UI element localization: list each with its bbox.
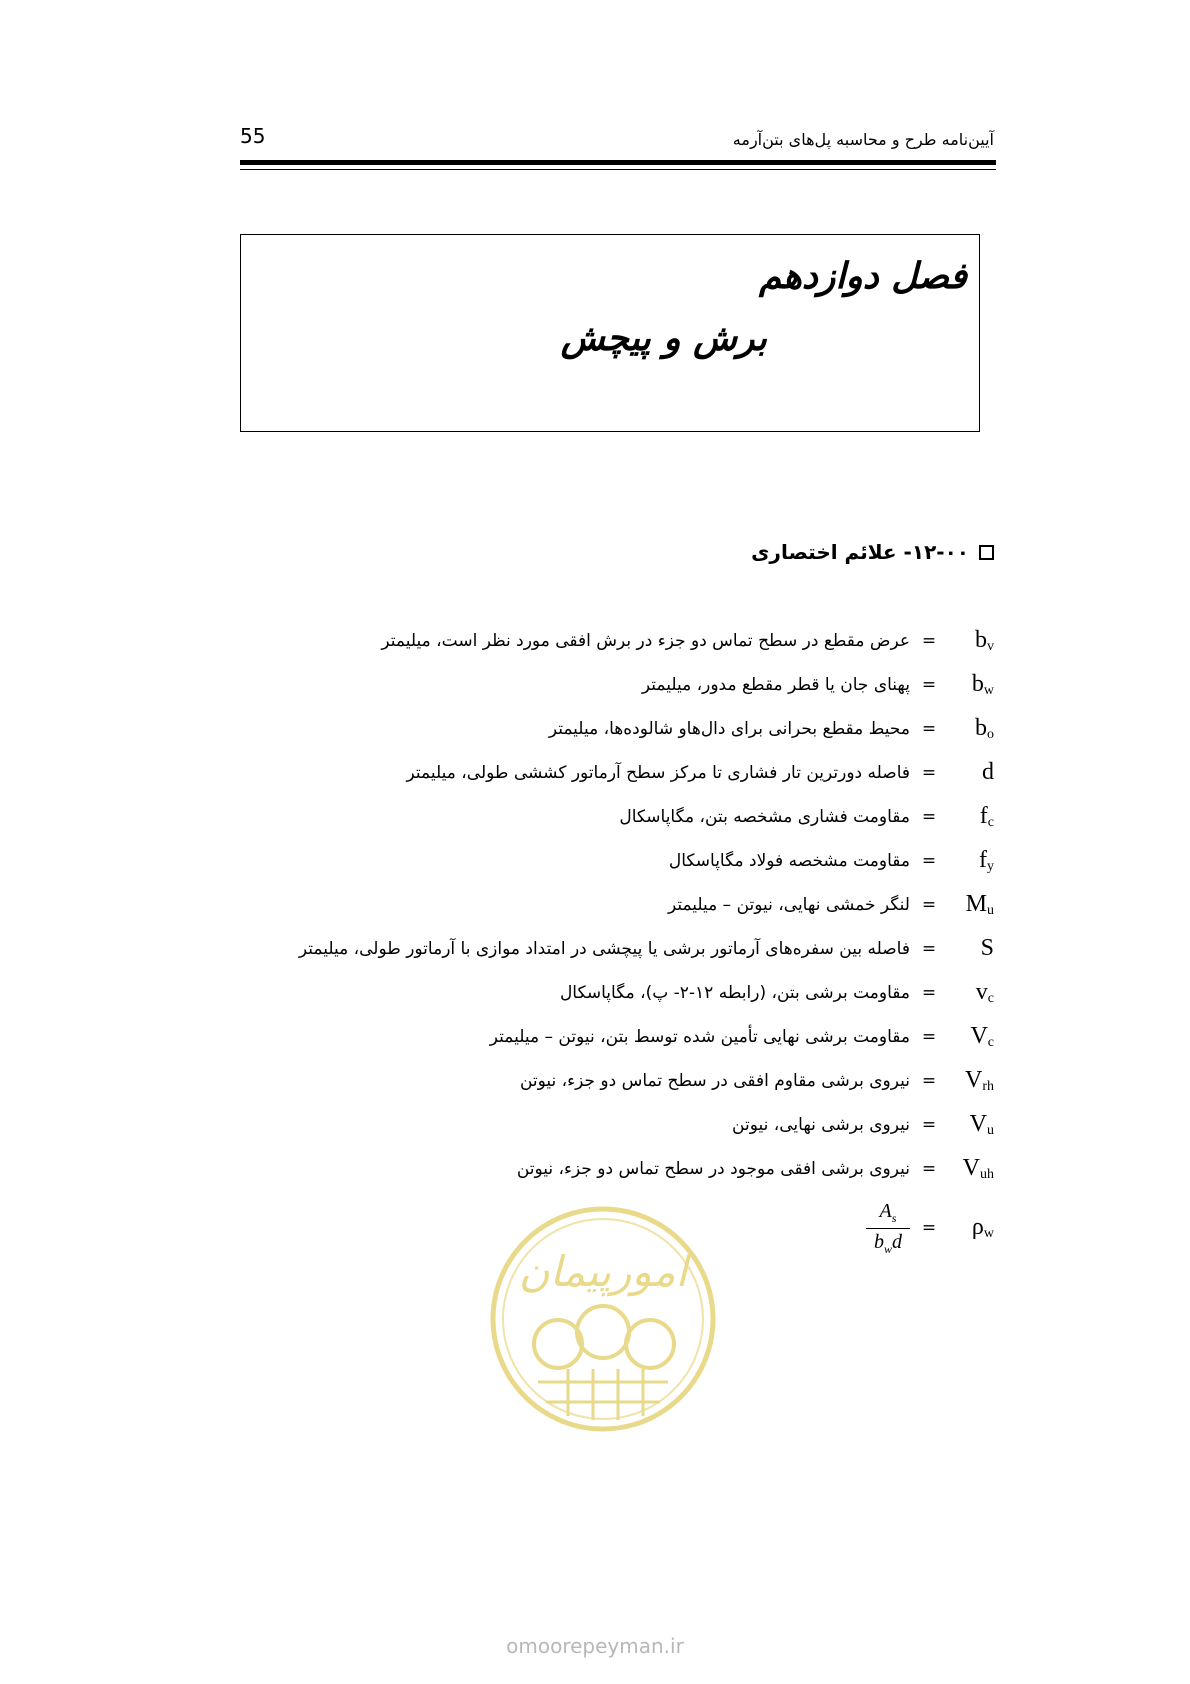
symbol: d bbox=[982, 759, 994, 785]
section-heading bbox=[751, 540, 994, 564]
page-number: 55 bbox=[240, 124, 266, 148]
symbol-row bbox=[407, 756, 994, 790]
equals-sign: = bbox=[921, 675, 937, 695]
symbol-description: محیط مقطع بحرانی برای دال‌هاو شالوده‌ها، میلیمتر bbox=[548, 719, 910, 739]
symbol-row-rho bbox=[866, 1198, 994, 1258]
fraction-bar bbox=[866, 1228, 910, 1229]
symbol-description: پهنای جان یا قطر مقطع مدور، میلیمتر bbox=[641, 675, 910, 695]
symbol-description: مقاومت برشی بتن، (رابطه ۱۲-۲- پ)، مگاپاسکال bbox=[559, 983, 910, 1003]
symbol-row bbox=[668, 888, 994, 922]
symbol-description: فاصله دورترین تار فشاری تا مرکز سطح آرماتور کششی طولی، میلیمتر bbox=[406, 763, 910, 783]
section-heading-text: ۱۲-۰۰- علائم اختصاری bbox=[751, 540, 969, 564]
equals-sign: = bbox=[921, 851, 937, 871]
equals-sign: = bbox=[921, 1027, 937, 1047]
symbol-row bbox=[490, 1020, 994, 1054]
symbol: $f_y$ bbox=[979, 847, 994, 874]
symbol-row bbox=[549, 712, 994, 746]
symbol: $V_{rh}$ bbox=[964, 1067, 994, 1094]
chapter-subtitle: برش و پیچش bbox=[560, 317, 767, 359]
symbol: $b_o$ bbox=[975, 715, 994, 742]
symbol-description: نیروی برشی افقی موجود در سطح تماس دو جزء، نیوتن bbox=[516, 1159, 910, 1179]
symbol: $v_c$ bbox=[975, 979, 994, 1006]
symbol: $\rho_w$ bbox=[971, 1214, 994, 1241]
fraction-denominator: $b_wd$ bbox=[873, 1230, 902, 1256]
equals-sign: = bbox=[921, 807, 937, 827]
header-rule-thick bbox=[240, 160, 996, 165]
equals-sign: = bbox=[921, 1218, 937, 1238]
equals-sign: = bbox=[921, 1071, 937, 1091]
symbol-row bbox=[517, 1152, 994, 1186]
equals-sign: = bbox=[921, 983, 937, 1003]
equals-sign: = bbox=[921, 1159, 937, 1179]
equals-sign: = bbox=[921, 631, 937, 651]
symbol-row bbox=[669, 844, 994, 878]
equals-sign: = bbox=[921, 1115, 937, 1135]
equals-sign: = bbox=[921, 763, 937, 783]
symbol-description: لنگر خمشی نهایی، نیوتن – میلیمتر bbox=[667, 895, 910, 915]
watermark-url: omoorepeyman.ir bbox=[506, 1634, 684, 1658]
symbol: $V_c$ bbox=[970, 1023, 994, 1050]
fraction bbox=[866, 1200, 910, 1257]
symbol-row bbox=[299, 932, 994, 966]
symbol-row bbox=[619, 800, 994, 834]
chapter-box bbox=[240, 234, 980, 432]
symbol-description: فاصله بین سفره‌های آرماتور برشی یا پیچشی در امتداد موازی با آرماتور طولی، میلیمتر bbox=[298, 939, 910, 959]
symbol: $f_c$ bbox=[979, 803, 994, 830]
symbol-description: نیروی برشی نهایی، نیوتن bbox=[732, 1115, 910, 1135]
checkbox-icon bbox=[979, 545, 994, 560]
equals-sign: = bbox=[921, 719, 937, 739]
symbol-row bbox=[642, 668, 994, 702]
symbol-row bbox=[560, 976, 994, 1010]
symbol-description: مقاومت برشی نهایی تأمین شده توسط بتن، نیوتن – میلیمتر bbox=[489, 1027, 910, 1047]
symbol-row bbox=[732, 1108, 994, 1142]
symbol: $V_{uh}$ bbox=[962, 1155, 994, 1182]
equals-sign: = bbox=[921, 939, 937, 959]
symbol-description: مقاومت مشخصه فولاد مگاپاسکال bbox=[668, 851, 910, 871]
symbol: $b_w$ bbox=[971, 671, 994, 698]
symbol-row bbox=[381, 624, 994, 658]
header-rule-thin bbox=[240, 169, 996, 170]
equals-sign: = bbox=[921, 895, 937, 915]
chapter-title: فصل دوازدهم bbox=[758, 255, 967, 297]
symbol-description: مقاومت فشاری مشخصه بتن، مگاپاسکال bbox=[619, 807, 910, 827]
symbol: S bbox=[980, 935, 994, 961]
symbol-description: عرض مقطع در سطح تماس دو جزء در برش افقی مورد نظر است، میلیمتر bbox=[381, 631, 910, 651]
symbol: $b_v$ bbox=[975, 627, 994, 654]
symbol: $M_u$ bbox=[965, 891, 994, 918]
symbol-description: نیروی برشی مقاوم افقی در سطح تماس دو جزء، نیوتن bbox=[519, 1071, 910, 1091]
fraction-numerator: $A_s$ bbox=[879, 1199, 897, 1225]
running-title: آیین‌نامه طرح و محاسبه پل‌های بتن‌آرمه bbox=[732, 130, 994, 149]
symbol: $V_u$ bbox=[969, 1111, 994, 1138]
symbol-row bbox=[520, 1064, 994, 1098]
stamp-logo bbox=[488, 1204, 718, 1434]
svg-text:امورپیمان: امورپیمان bbox=[518, 1247, 688, 1296]
